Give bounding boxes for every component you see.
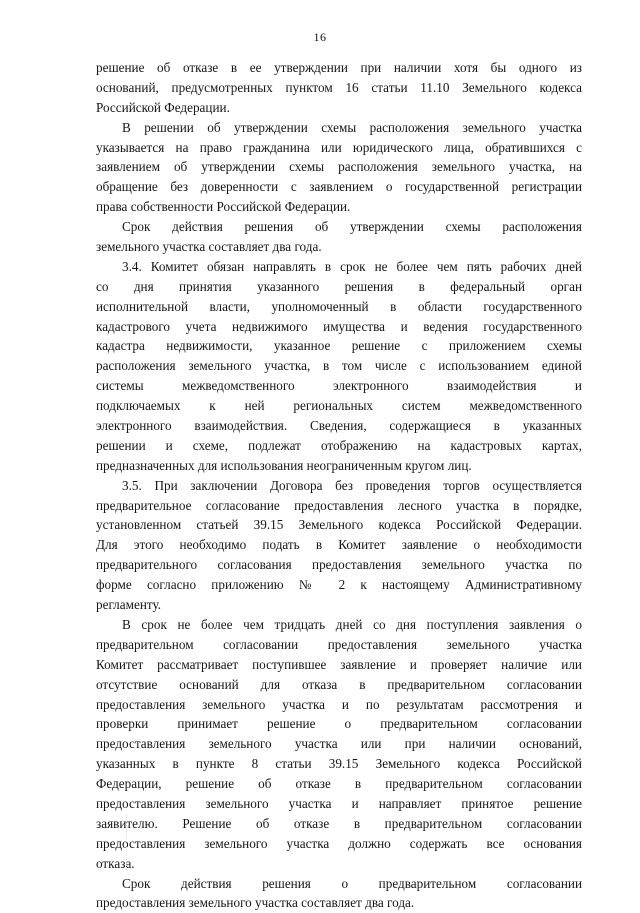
scan-margin-mark: [126, 815, 128, 870]
text-line: В решении об утверждении схемы расположения земельного участка: [122, 119, 582, 135]
text-line: обращение без доверенности с заявлением о государственной регистрации: [96, 179, 582, 195]
text-line: отказа.: [96, 855, 135, 871]
text-line: 3.5. При заключении Договора без проведения торгов осуществляется: [122, 477, 582, 493]
text-line: кадастрового учета недвижимого имущества и ведения государственного: [96, 318, 582, 334]
body-text: [96, 58, 582, 913]
text-line: 3.4. Комитет обязан направлять в срок не более чем пять рабочих дней: [122, 258, 582, 274]
text-line: форме согласно приложению № 2 к настоящему Административному: [96, 577, 582, 593]
text-line: системы межведомственного электронного взаимодействия и: [96, 378, 582, 394]
text-line: оснований, предусмотренных пунктом 16 статьи 11.10 Земельного кодекса: [96, 79, 582, 95]
text-line: электронного взаимодействия. Сведения, содержащиеся в указанных: [96, 418, 582, 434]
text-line: исполнительной власти, уполномоченный в области государственного: [96, 298, 582, 314]
text-line: проверки принимает решение о предварительном согласовании: [96, 716, 582, 732]
text-line: Срок действия решения об утверждении схемы расположения: [122, 219, 582, 235]
text-line: Срок действия решения о предварительном согласовании: [122, 875, 582, 891]
text-line: решение об отказе в ее утверждении при наличии хотя бы одного из: [96, 60, 582, 75]
text-line: расположения земельного участка, в том числе с использованием единой: [96, 358, 582, 374]
text-line: предназначенных для использования неограниченным кругом лиц.: [96, 457, 472, 473]
text-line: Комитет рассматривает поступившее заявление и проверяет наличие или: [96, 656, 582, 672]
text-line: заявлением об утверждении схемы расположения земельного участка, на: [96, 159, 582, 175]
text-line: права собственности Российской Федерации.: [96, 199, 351, 215]
text-line: заявителю. Решение об отказе в предварительном согласовании: [96, 815, 582, 831]
text-line: Российской Федерации.: [96, 99, 230, 115]
page-number: 16: [313, 30, 327, 44]
text-line: регламенту.: [96, 597, 162, 613]
text-line: Для этого необходимо подать в Комитет заявление о необходимости: [96, 537, 582, 553]
text-line: предоставления земельного участка составляет два года.: [96, 895, 415, 911]
text-line: предоставления земельного участка и по результатам рассмотрения и: [96, 696, 582, 712]
text-line: установленном статьей 39.15 Земельного кодекса Российской Федерации.: [96, 517, 582, 533]
text-line: В срок не более чем тридцать дней со дня поступления заявления о: [122, 616, 582, 632]
text-line: предоставления земельного участка или при наличии оснований,: [96, 736, 582, 752]
text-line: подключаемых к ней региональных систем межведомственного: [96, 398, 582, 414]
text-line: указывается на право гражданина или юридического лица, обратившихся с: [96, 139, 582, 155]
text-line: земельного участка составляет два года.: [96, 239, 322, 255]
text-line: решении и схеме, подлежат отображению на кадастровых картах,: [96, 437, 582, 453]
text-line: предоставления земельного участка должно содержать все основания: [96, 835, 582, 851]
text-line: отсутствие оснований для отказа в предварительном согласовании: [96, 676, 582, 692]
text-line: предварительном согласовании предоставления земельного участка: [96, 636, 582, 652]
text-line: предварительного согласования предоставления земельного участка по: [96, 557, 582, 573]
text-line: предоставления земельного участка и направляет принятое решение: [96, 795, 582, 811]
text-line: кадастра недвижимости, указанное решение с приложением схемы: [96, 338, 582, 354]
text-line: указанных в пункте 8 статьи 39.15 Земельного кодекса Российской: [96, 756, 582, 772]
text-line: Федерации, решение об отказе в предварительном согласовании: [96, 776, 582, 792]
text-line: со дня принятия указанного решения в федеральный орган: [96, 278, 582, 294]
text-line: предварительное согласование предоставления лесного участка в порядке,: [96, 497, 582, 513]
